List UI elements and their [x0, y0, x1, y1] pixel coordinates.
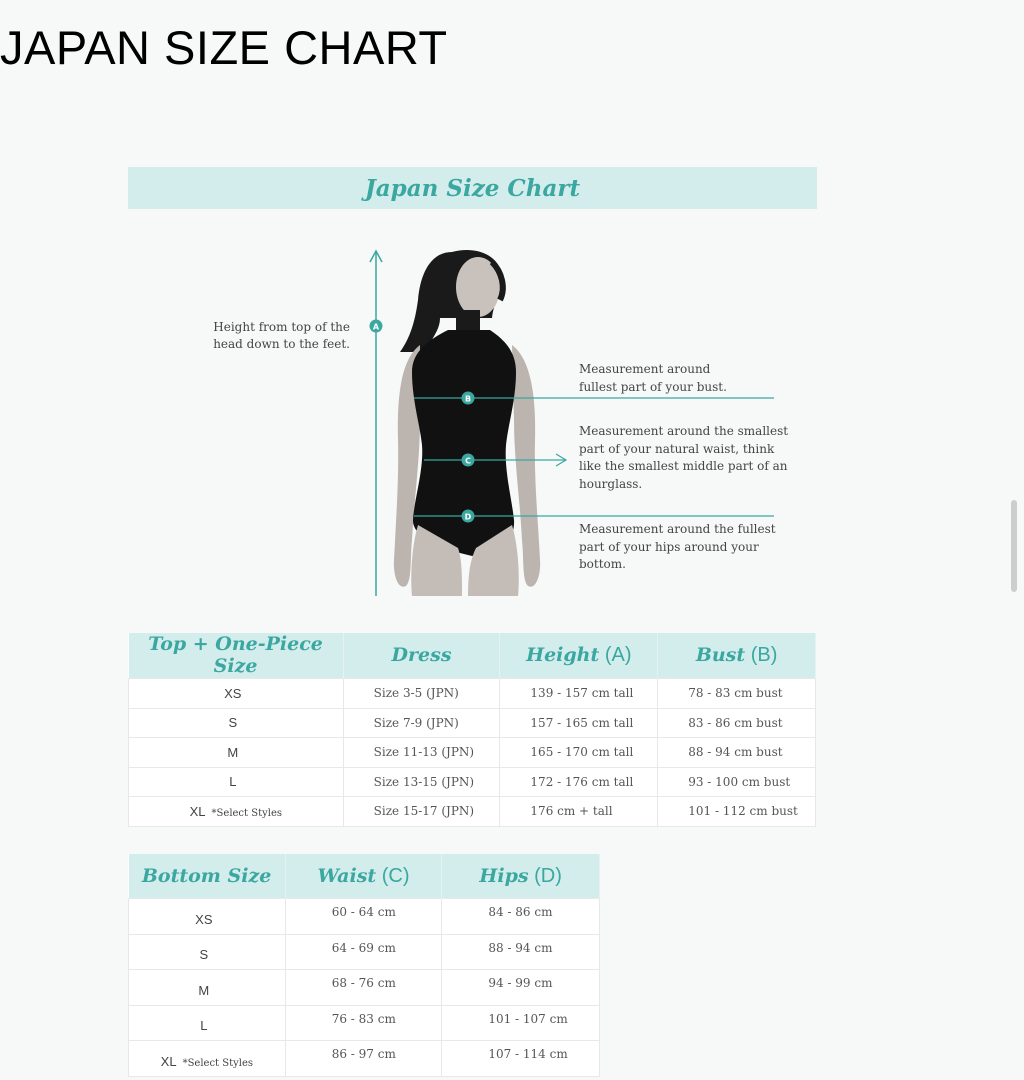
size-cell: XL *Select Styles	[129, 1041, 286, 1077]
size-cell: L	[129, 767, 344, 797]
hips-cell: 101 - 107 cm	[442, 1005, 600, 1041]
size-cell: S	[129, 708, 344, 738]
header-hips: Hips (D)	[442, 854, 600, 899]
banner-title: Japan Size Chart	[364, 174, 581, 202]
waist-cell: 76 - 83 cm	[285, 1005, 442, 1041]
waist-cell: 60 - 64 cm	[285, 899, 442, 935]
table-row	[129, 708, 816, 738]
dress-cell: Size 13-15 (JPN)	[343, 767, 500, 797]
bust-cell: 101 - 112 cm bust	[658, 797, 816, 827]
hips-cell: 84 - 86 cm	[442, 899, 600, 935]
dress-cell: Size 3-5 (JPN)	[343, 679, 500, 709]
page-scrollbar[interactable]	[1011, 500, 1017, 592]
height-cell: 176 cm + tall	[500, 797, 658, 827]
marker-b	[462, 392, 475, 405]
dress-cell: Size 11-13 (JPN)	[343, 738, 500, 768]
size-cell: M	[129, 738, 344, 768]
hips-cell: 107 - 114 cm	[442, 1041, 600, 1077]
bottom-size-table	[128, 854, 600, 1077]
height-cell: 172 - 176 cm tall	[500, 767, 658, 797]
header-bottom-size: Bottom Size	[129, 854, 286, 899]
marker-c	[462, 454, 475, 467]
marker-a-label: A	[372, 322, 380, 332]
header-waist: Waist (C)	[285, 854, 442, 899]
table-row	[129, 679, 816, 709]
size-cell: S	[129, 934, 286, 970]
height-description: Height from top of the head down to the feet.	[213, 320, 350, 351]
swimsuit-shape	[412, 330, 516, 556]
height-cell: 157 - 165 cm tall	[500, 708, 658, 738]
marker-b-label: B	[464, 394, 472, 404]
size-cell: XS	[129, 679, 344, 709]
size-cell: XL *Select Styles	[129, 797, 344, 827]
bust-description: Measurement around fullest part of your bust.	[579, 362, 727, 394]
header-dress: Dress	[343, 633, 500, 679]
bust-cell: 83 - 86 cm bust	[658, 708, 816, 738]
table-row	[129, 899, 600, 935]
hips-description: Measurement around the fullest part of your hips around your bottom.	[579, 522, 776, 571]
table-row	[129, 1041, 600, 1077]
table-row	[129, 934, 600, 970]
size-cell: M	[129, 970, 286, 1006]
marker-d	[462, 510, 475, 523]
bust-cell: 78 - 83 cm bust	[658, 679, 816, 709]
table-row	[129, 797, 816, 827]
hips-cell: 88 - 94 cm	[442, 934, 600, 970]
table-row	[129, 970, 600, 1006]
header-height: Height (A)	[500, 633, 658, 679]
size-cell: L	[129, 1005, 286, 1041]
table-row	[129, 738, 816, 768]
table-row	[129, 1005, 600, 1041]
table-header-row	[129, 633, 816, 679]
hips-cell: 94 - 99 cm	[442, 970, 600, 1006]
waist-description: Measurement around the smallest part of your natural waist, think like the smallest middle part of an hourglass.	[579, 424, 789, 491]
marker-c-label: C	[465, 456, 471, 466]
dress-cell: Size 15-17 (JPN)	[343, 797, 500, 827]
waist-cell: 86 - 97 cm	[285, 1041, 442, 1077]
header-top-size: Top + One-Piece Size	[129, 633, 344, 679]
bust-cell: 93 - 100 cm bust	[658, 767, 816, 797]
waist-cell: 68 - 76 cm	[285, 970, 442, 1006]
top-size-table	[128, 633, 816, 827]
table-row	[129, 767, 816, 797]
header-bust: Bust (B)	[658, 633, 816, 679]
dress-cell: Size 7-9 (JPN)	[343, 708, 500, 738]
marker-d-label: D	[464, 512, 472, 522]
page-title: JAPAN SIZE CHART	[0, 21, 448, 74]
table-header-row	[129, 854, 600, 899]
bust-cell: 88 - 94 cm bust	[658, 738, 816, 768]
size-cell: XS	[129, 899, 286, 935]
marker-a	[370, 320, 383, 333]
waist-cell: 64 - 69 cm	[285, 934, 442, 970]
height-cell: 165 - 170 cm tall	[500, 738, 658, 768]
height-cell: 139 - 157 cm tall	[500, 679, 658, 709]
